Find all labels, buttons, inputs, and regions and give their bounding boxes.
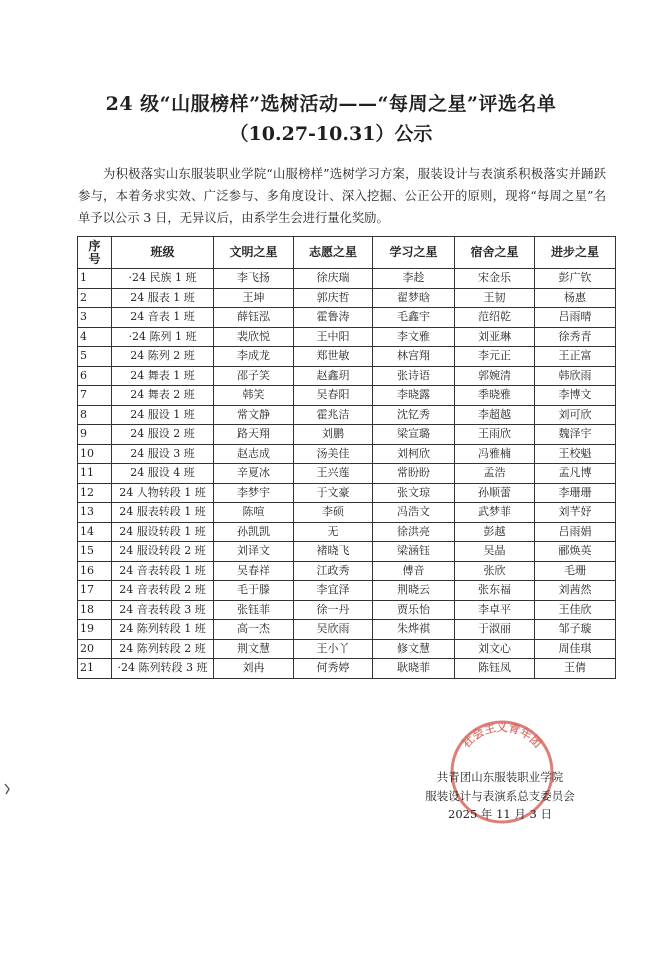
row-cell-volunteer-star: 郑世敏 [294,347,373,367]
row-cell-class: 24 人物转段 1 班 [112,483,214,503]
row-cell-class: ·24 民族 1 班 [112,269,214,289]
row-cell-volunteer-star: 李硕 [294,503,373,523]
row-cell-study-star: 张文琼 [373,483,455,503]
row-cell-progress-star: 吕雨娟 [535,522,616,542]
row-cell-civility-star: 路天翔 [214,425,294,445]
row-cell-class: 24 舞表 2 班 [112,386,214,406]
row-cell-civility-star: 孙凯凯 [214,522,294,542]
row-cell-dorm-star: 于淑丽 [455,620,535,640]
row-cell-study-star: 毛鑫宇 [373,308,455,328]
row-cell-index: 18 [78,600,112,620]
row-cell-index: 14 [78,522,112,542]
row-cell-dorm-star: 李元正 [455,347,535,367]
table-row [78,425,616,445]
row-cell-progress-star: 韩欣雨 [535,366,616,386]
svg-text:社会主义青年团 [458,720,545,751]
row-cell-volunteer-star: 江政秀 [294,561,373,581]
row-cell-civility-star: 毛于滕 [214,581,294,601]
row-cell-study-star: 刘柯欣 [373,444,455,464]
table-body [78,269,616,679]
row-cell-progress-star: 李博文 [535,386,616,406]
row-cell-dorm-star: 张欣 [455,561,535,581]
row-cell-dorm-star: 张东福 [455,581,535,601]
row-cell-class: 24 陈列转段 2 班 [112,639,214,659]
row-cell-class: 24 音表转段 2 班 [112,581,214,601]
row-cell-study-star: 李晓露 [373,386,455,406]
row-cell-volunteer-star: 吴春阳 [294,386,373,406]
row-cell-progress-star: 孟凡博 [535,464,616,484]
row-cell-volunteer-star: 霍兆洁 [294,405,373,425]
header-cell-volunteer-star: 志愿之星 [294,237,373,269]
row-cell-study-star: 李文雅 [373,327,455,347]
row-cell-progress-star: 王校魁 [535,444,616,464]
table-row [78,347,616,367]
row-cell-civility-star: 韩笑 [214,386,294,406]
header-cell-class: 班级 [112,237,214,269]
header-cell-progress-star: 进步之星 [535,237,616,269]
row-cell-volunteer-star: 吴欣雨 [294,620,373,640]
row-cell-progress-star: 吕雨晴 [535,308,616,328]
row-cell-progress-star: 周佳琪 [535,639,616,659]
row-cell-dorm-star: 李超越 [455,405,535,425]
row-cell-index: 20 [78,639,112,659]
row-cell-study-star: 冯浩文 [373,503,455,523]
row-cell-class: ·24 陈列 1 班 [112,327,214,347]
row-cell-progress-star: 王佳欣 [535,600,616,620]
table-row [78,522,616,542]
row-cell-civility-star: 刘译文 [214,542,294,562]
row-cell-study-star: 林宫翔 [373,347,455,367]
table-row [78,561,616,581]
row-cell-volunteer-star: 徐庆瑞 [294,269,373,289]
row-cell-volunteer-star: 刘鹏 [294,425,373,445]
row-cell-volunteer-star: 郭庆哲 [294,288,373,308]
signature-org-line1: 共青团山东服装职业学院 [436,770,564,784]
row-cell-dorm-star: 武梦菲 [455,503,535,523]
row-cell-civility-star: 邵子笑 [214,366,294,386]
row-cell-class: 24 服设 4 班 [112,464,214,484]
row-cell-dorm-star: 吴晶 [455,542,535,562]
row-cell-volunteer-star: 徐一丹 [294,600,373,620]
row-cell-index: 21 [78,659,112,679]
row-cell-progress-star: 王正富 [535,347,616,367]
row-cell-civility-star: 薛钰泓 [214,308,294,328]
row-cell-progress-star: 刘茜然 [535,581,616,601]
header-cell-civility-star: 文明之星 [214,237,294,269]
row-cell-class: 24 服设转段 1 班 [112,522,214,542]
row-cell-volunteer-star: 李宜泽 [294,581,373,601]
row-cell-class: 24 音表转段 3 班 [112,600,214,620]
row-cell-progress-star: 王倩 [535,659,616,679]
table-row [78,464,616,484]
row-cell-study-star: 梁涵钰 [373,542,455,562]
row-cell-study-star: 傅音 [373,561,455,581]
row-cell-dorm-star: 王雨欣 [455,425,535,445]
row-cell-civility-star: 裴欣悦 [214,327,294,347]
header-cell-index: 序号 [78,237,112,269]
row-cell-class: ·24 陈列转段 3 班 [112,659,214,679]
table-header-row [78,237,616,269]
row-cell-class: 24 服设转段 2 班 [112,542,214,562]
row-cell-index: 16 [78,561,112,581]
table-row [78,288,616,308]
row-cell-volunteer-star: 王兴莲 [294,464,373,484]
row-cell-progress-star: 彭广钦 [535,269,616,289]
row-cell-dorm-star: 范绍乾 [455,308,535,328]
row-cell-index: 7 [78,386,112,406]
table-row [78,503,616,523]
row-cell-study-star: 徐洪亮 [373,522,455,542]
row-cell-volunteer-star: 王小丫 [294,639,373,659]
row-cell-class: 24 舞表 1 班 [112,366,214,386]
table-row [78,581,616,601]
row-cell-civility-star: 辛夏冰 [214,464,294,484]
document-subtitle-date-range: （10.27-10.31）公示 [229,123,433,145]
row-cell-class: 24 服设 2 班 [112,425,214,445]
row-cell-index: 10 [78,444,112,464]
row-cell-class: 24 服设 1 班 [112,405,214,425]
signature-date: 2025 年 11 月 3 日 [448,807,552,821]
row-cell-dorm-star: 刘亚琳 [455,327,535,347]
table-row [78,659,616,679]
intro-paragraph: 为积极落实山东服装职业学院“山服榜样”选树学习方案，服装设计与表演系积极落实并踊跃参与，本着务求实效、广泛参与、多角度设计、深入挖掘、公正公开的原则，现将“每周之星”名单予以公示 3 日，无异议后，由系学生会进行量化奖励。 [78,167,606,225]
row-cell-dorm-star: 宋金乐 [455,269,535,289]
row-cell-civility-star: 常文静 [214,405,294,425]
row-cell-index: 12 [78,483,112,503]
row-cell-civility-star: 陈喧 [214,503,294,523]
table-row [78,444,616,464]
row-cell-index: 13 [78,503,112,523]
row-cell-civility-star: 李成龙 [214,347,294,367]
row-cell-progress-star: 刘芊妤 [535,503,616,523]
document-title: 24 级“山服榜样”选树活动——“每周之星”评选名单 [105,93,557,115]
table-row [78,269,616,289]
row-cell-study-star: 李趁 [373,269,455,289]
row-cell-dorm-star: 季晓雅 [455,386,535,406]
table-row [78,620,616,640]
table-row [78,600,616,620]
table-row [78,308,616,328]
row-cell-civility-star: 赵志成 [214,444,294,464]
row-cell-class: 24 音表转段 1 班 [112,561,214,581]
row-cell-progress-star: 魏泽宇 [535,425,616,445]
row-cell-study-star: 耿晓菲 [373,659,455,679]
row-cell-progress-star: 杨惠 [535,288,616,308]
row-cell-study-star: 梁宣璐 [373,425,455,445]
row-cell-class: 24 陈列 2 班 [112,347,214,367]
row-cell-progress-star: 刘可欣 [535,405,616,425]
row-cell-volunteer-star: 霍鲁涛 [294,308,373,328]
scan-mark-icon [3,782,13,796]
row-cell-study-star: 常盼盼 [373,464,455,484]
row-cell-class: 24 陈列转段 1 班 [112,620,214,640]
row-cell-index: 6 [78,366,112,386]
row-cell-dorm-star: 刘文心 [455,639,535,659]
row-cell-volunteer-star: 无 [294,522,373,542]
row-cell-study-star: 朱烨祺 [373,620,455,640]
row-cell-index: 9 [78,425,112,445]
row-cell-volunteer-star: 汤美佳 [294,444,373,464]
table-row [78,542,616,562]
row-cell-civility-star: 高一杰 [214,620,294,640]
row-cell-volunteer-star: 褚晓飞 [294,542,373,562]
row-cell-study-star: 沈钇秀 [373,405,455,425]
row-cell-dorm-star: 孟浩 [455,464,535,484]
row-cell-index: 8 [78,405,112,425]
header-cell-dorm-star: 宿舍之星 [455,237,535,269]
row-cell-class: 24 音表 1 班 [112,308,214,328]
row-cell-index: 3 [78,308,112,328]
row-cell-index: 2 [78,288,112,308]
row-cell-study-star: 荆晓云 [373,581,455,601]
row-cell-progress-star: 郦焕英 [535,542,616,562]
row-cell-index: 11 [78,464,112,484]
row-cell-dorm-star: 彭越 [455,522,535,542]
row-cell-index: 19 [78,620,112,640]
row-cell-civility-star: 张钰菲 [214,600,294,620]
seal-text: 社会主义青年团 [459,720,545,751]
row-cell-civility-star: 李梦宇 [214,483,294,503]
row-cell-index: 4 [78,327,112,347]
row-cell-class: 24 服设 3 班 [112,444,214,464]
row-cell-dorm-star: 孙顺蕾 [455,483,535,503]
row-cell-volunteer-star: 于文豪 [294,483,373,503]
table-row [78,639,616,659]
table-row [78,386,616,406]
table-row [78,483,616,503]
row-cell-study-star: 修文慧 [373,639,455,659]
row-cell-dorm-star: 冯雅楠 [455,444,535,464]
row-cell-study-star: 贾乐怡 [373,600,455,620]
row-cell-class: 24 服表转段 1 班 [112,503,214,523]
row-cell-index: 1 [78,269,112,289]
row-cell-volunteer-star: 王中阳 [294,327,373,347]
row-cell-index: 15 [78,542,112,562]
table-row [78,366,616,386]
header-cell-study-star: 学习之星 [373,237,455,269]
table-row [78,405,616,425]
row-cell-dorm-star: 李卓平 [455,600,535,620]
row-cell-progress-star: 李珊珊 [535,483,616,503]
row-cell-volunteer-star: 何秀婷 [294,659,373,679]
row-cell-class: 24 服表 1 班 [112,288,214,308]
row-cell-civility-star: 王坤 [214,288,294,308]
row-cell-progress-star: 毛珊 [535,561,616,581]
row-cell-study-star: 翟梦晗 [373,288,455,308]
row-cell-index: 17 [78,581,112,601]
row-cell-civility-star: 李飞扬 [214,269,294,289]
row-cell-volunteer-star: 赵鑫玥 [294,366,373,386]
row-cell-dorm-star: 郭婉清 [455,366,535,386]
row-cell-study-star: 张诗语 [373,366,455,386]
star-roster-table [77,236,616,679]
row-cell-progress-star: 邹子璇 [535,620,616,640]
table-row [78,327,616,347]
signature-org-line2: 服装设计与表演系总支委员会 [425,789,575,803]
row-cell-progress-star: 徐秀青 [535,327,616,347]
row-cell-index: 5 [78,347,112,367]
row-cell-civility-star: 刘冉 [214,659,294,679]
row-cell-civility-star: 荆文慧 [214,639,294,659]
row-cell-dorm-star: 陈钰凤 [455,659,535,679]
row-cell-civility-star: 吴春祥 [214,561,294,581]
row-cell-dorm-star: 王韧 [455,288,535,308]
